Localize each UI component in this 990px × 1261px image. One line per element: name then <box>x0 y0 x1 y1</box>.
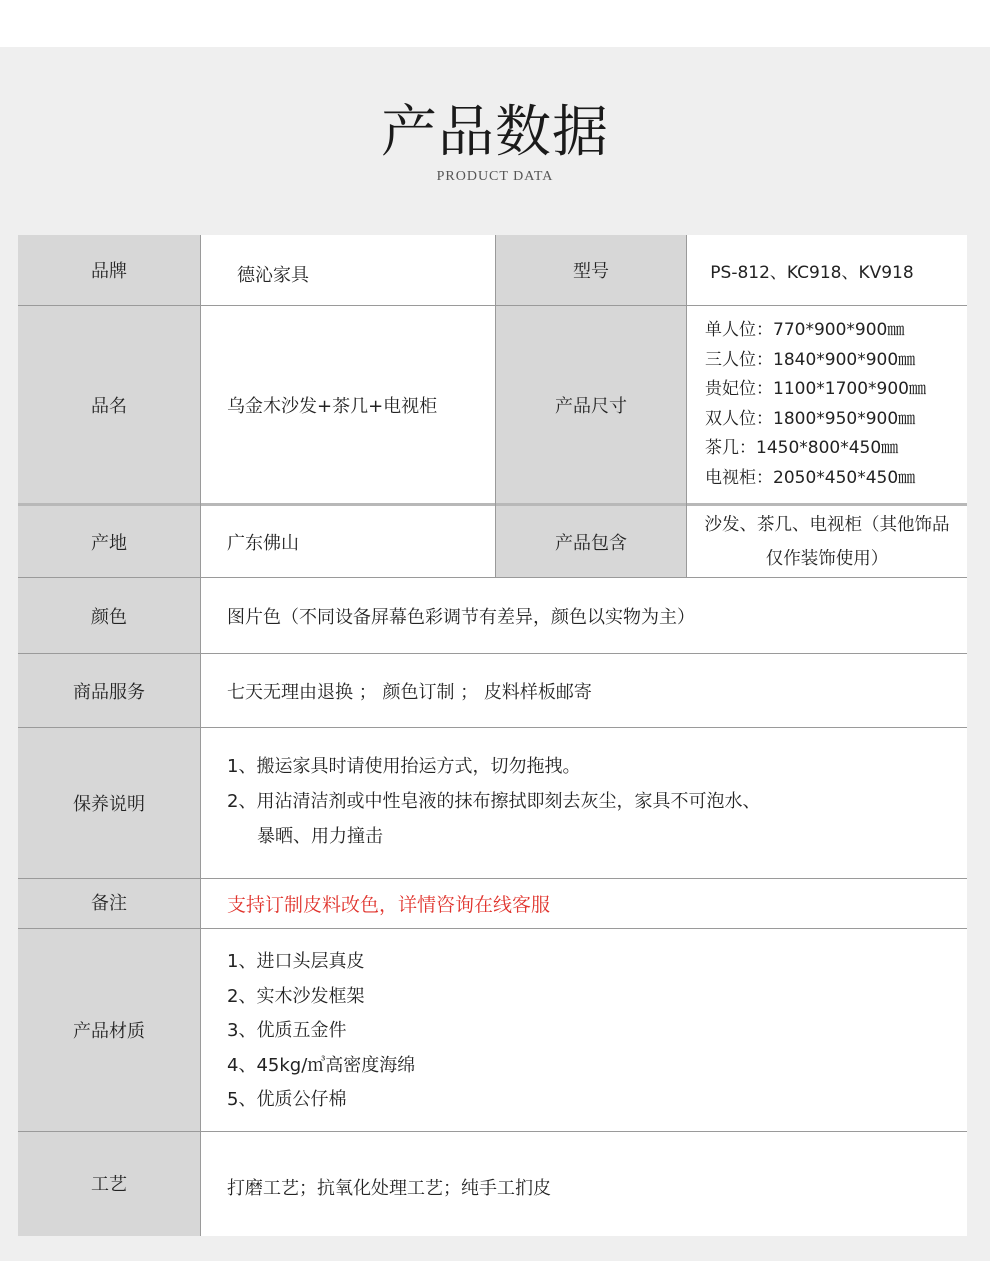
material-label: 产品材质 <box>73 1021 145 1042</box>
brand-value: 德沁家具 <box>237 265 309 286</box>
color-value: 图片色（不同设备屏幕色彩调节有差异，颜色以实物为主） <box>227 606 695 628</box>
care-label-cell <box>18 728 200 878</box>
column-divider <box>200 235 201 1236</box>
care-item: 1、搬运家具时请使用抬运方式，切勿拖拽。 <box>227 756 581 777</box>
name-value: 乌金木沙发+茶几+电视柜 <box>227 395 438 417</box>
model-label: 型号 <box>573 261 609 282</box>
includes-line: 沙发、茶几、电视柜（其他饰品 <box>704 514 950 535</box>
row-divider <box>18 305 967 306</box>
material-label-cell <box>18 929 200 1131</box>
care-label: 保养说明 <box>73 794 145 815</box>
care-list <box>227 749 760 854</box>
includes-label-cell <box>496 506 686 577</box>
model-label-cell <box>496 235 686 305</box>
origin-label-cell <box>18 506 200 577</box>
craft-label: 工艺 <box>91 1174 127 1195</box>
material-item: 3、优质五金件 <box>227 1020 347 1042</box>
size-label: 产品尺寸 <box>555 395 627 417</box>
material-item: 5、优质公仔棉 <box>227 1089 347 1111</box>
size-list <box>705 316 926 493</box>
size-item: 贵妃位：1100*1700*900㎜ <box>705 379 926 399</box>
size-item: 三人位：1840*900*900㎜ <box>705 349 916 370</box>
row-divider <box>18 577 967 578</box>
includes-value-cell <box>687 506 967 577</box>
page-subtitle: PRODUCT DATA <box>436 169 554 184</box>
color-label: 颜色 <box>91 606 127 628</box>
name-label: 品名 <box>91 395 127 417</box>
size-item: 单人位：770*900*900㎜ <box>705 320 905 340</box>
row-divider <box>18 1131 967 1132</box>
size-label-cell <box>496 306 686 503</box>
name-value-cell <box>201 306 495 503</box>
size-item: 双人位：1800*950*900㎜ <box>705 408 916 429</box>
note-label: 备注 <box>91 893 127 914</box>
row-divider <box>18 727 967 728</box>
row-divider <box>18 653 967 654</box>
material-value-cell <box>201 929 967 1131</box>
column-divider <box>686 235 687 577</box>
craft-label-cell <box>18 1132 200 1236</box>
name-label-cell <box>18 306 200 503</box>
service-value: 七天无理由退换 ； 颜色订制 ； 皮料样板邮寄 <box>227 681 592 703</box>
material-list <box>227 945 415 1118</box>
size-item: 电视柜：2050*450*450㎜ <box>705 467 916 488</box>
brand-value-cell <box>201 235 495 305</box>
brand-label: 品牌 <box>91 261 127 282</box>
model-value: PS-812、KC918、KV918 <box>710 262 914 283</box>
column-divider <box>495 235 496 577</box>
size-item: 茶几：1450*800*450㎜ <box>705 438 899 458</box>
size-value-cell <box>687 306 967 503</box>
material-item: 2、实木沙发框架 <box>227 985 365 1007</box>
origin-value-cell <box>201 506 495 577</box>
material-item: 1、进口头层真皮 <box>227 951 365 972</box>
craft-value-cell <box>201 1132 967 1236</box>
origin-label: 产地 <box>91 532 127 554</box>
service-label-cell <box>18 654 200 727</box>
note-value-cell <box>201 879 967 928</box>
service-label: 商品服务 <box>73 681 145 703</box>
page-title: 产品数据 <box>381 100 609 165</box>
note-label-cell <box>18 879 200 928</box>
origin-value: 广东佛山 <box>227 532 299 554</box>
color-value-cell <box>201 578 967 653</box>
model-value-cell <box>687 235 967 305</box>
service-value-cell <box>201 654 967 727</box>
craft-value: 打磨工艺；抗氧化处理工艺；纯手工扪皮 <box>227 1178 551 1199</box>
product-data-table <box>18 235 967 1236</box>
row-divider <box>18 878 967 879</box>
care-value-cell <box>201 728 967 878</box>
brand-label-cell <box>18 235 200 305</box>
care-item: 暴晒、用力撞击 <box>257 826 383 847</box>
includes-line: 仅作装饰使用） <box>765 548 889 569</box>
includes-label: 产品包含 <box>555 532 627 554</box>
care-item: 2、用沾清洁剂或中性皂液的抹布擦拭即刻去灰尘，家具不可泡水、 <box>227 791 761 812</box>
row-divider <box>18 503 967 506</box>
material-item: 4、45kg/㎥高密度海绵 <box>227 1054 416 1076</box>
row-divider <box>18 928 967 929</box>
color-label-cell <box>18 578 200 653</box>
note-value: 支持订制皮料改色，详情咨询在线客服 <box>227 894 551 916</box>
